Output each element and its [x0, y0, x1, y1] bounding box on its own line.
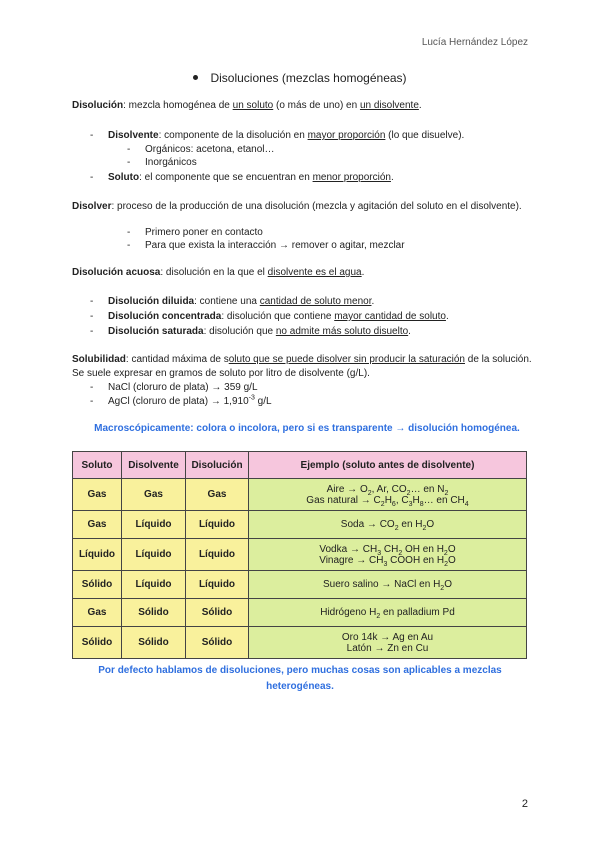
text: : componente de la disolución en	[158, 130, 308, 141]
cell: Líquido	[186, 571, 249, 599]
text: NaCl (cloruro de plata) → 359 g/L	[108, 382, 258, 393]
example-line: Vinagre → $CH_3$ COOH en $H_2O$	[319, 554, 456, 568]
list-item-step2: - Para que exista la interacción → remover o agitar, mezclar	[127, 240, 405, 251]
list-item-nacl: - NaCl (cloruro de plata) → 359 g/L	[90, 382, 258, 393]
def-soluto: - Soluto: el componente que se encuentran en menor proporción.	[90, 172, 394, 183]
list-item-inorganicos: - Inorgánicos	[127, 157, 197, 168]
text: : el componente que se encuentran en	[139, 172, 313, 183]
term: Disolvente	[108, 130, 159, 141]
table-row	[73, 479, 527, 511]
example-cell	[249, 627, 527, 659]
solutions-table	[72, 451, 527, 659]
list-item-organicos: - Orgánicos: acetona, etanol…	[127, 144, 275, 155]
text: : proceso de la producción de una disolución (mezcla y agitación del soluto en el disolvente).	[111, 201, 522, 212]
example-cell: Hidrógeno $H_2$ en palladium Pd	[249, 599, 527, 627]
cell: Gas	[122, 479, 186, 511]
cell: Gas	[73, 479, 122, 511]
text: : disolución que	[203, 326, 276, 337]
def-saturada: - Disolución saturada: disolución que no admite más soluto disuelto.	[90, 326, 411, 337]
bullet-icon	[193, 75, 198, 80]
example-cell: Suero salino → NaCl en $H_2O$	[249, 571, 527, 599]
cell: Sólido	[73, 571, 122, 599]
term: Disolución	[72, 100, 124, 111]
cell: Líquido	[186, 511, 249, 539]
example-line: Oro 14k → Ag en Au	[341, 631, 434, 643]
text: .	[408, 326, 411, 337]
term: Disolver	[72, 201, 112, 212]
table-row	[73, 599, 527, 627]
term: Soluto	[108, 172, 140, 183]
page-number: 2	[521, 798, 528, 810]
underlined: un soluto	[232, 100, 274, 111]
def-disolvente: - Disolvente: componente de la disolución en mayor proporción (lo que disuelve).	[90, 130, 465, 141]
underlined: oluto que se puede disolver sin producir la saturación	[228, 354, 465, 365]
title-text: Disoluciones (mezclas homogéneas)	[210, 71, 407, 85]
def-acuosa	[72, 266, 532, 280]
header-disolvente: Disolvente	[122, 452, 186, 479]
header-soluto: Soluto	[73, 452, 122, 479]
table-row	[73, 627, 527, 659]
term: Disolución concentrada	[108, 311, 222, 322]
macro-note: Macroscópicamente: colora o incolora, pero si es transparente → disolución homogénea.	[94, 423, 520, 434]
header-disolucion: Disolución	[186, 452, 249, 479]
text: .	[361, 267, 365, 278]
text: : contiene una	[194, 296, 260, 307]
text: : disolución en la que el	[160, 267, 268, 278]
example-cell: Soda → $CO_2$ en $H_2O$	[249, 511, 527, 539]
cell: Líquido	[122, 511, 186, 539]
text: : disolución que contiene	[221, 311, 335, 322]
text: de la solución. Se suele expresar en gramos de soluto por litro de disolvente (g/L).	[72, 354, 532, 379]
text: : mezcla homogénea de	[123, 100, 233, 111]
header-ejemplo: Ejemplo (soluto antes de disolvente)	[249, 452, 527, 479]
cell: Sólido	[122, 599, 186, 627]
cell: Líquido	[122, 539, 186, 571]
table-row	[73, 511, 527, 539]
cell: Sólido	[73, 627, 122, 659]
def-disolver	[72, 200, 532, 214]
table-header-row	[73, 452, 527, 479]
def-diluida: - Disolución diluida: contiene una cantidad de soluto menor.	[90, 296, 375, 307]
def-solubilidad	[72, 353, 532, 381]
cell: Sólido	[186, 599, 249, 627]
cell: Sólido	[122, 627, 186, 659]
underlined: mayor proporción	[307, 130, 386, 141]
table-row	[73, 539, 527, 571]
text: g/L	[254, 396, 272, 407]
text: Inorgánicos	[145, 157, 197, 168]
underlined: no admite más soluto disuelto	[275, 326, 409, 337]
example-cell	[249, 479, 527, 511]
text: AgCl (cloruro de plata) → 1,910	[108, 396, 249, 407]
superscript: -3	[248, 394, 255, 402]
text: .	[445, 311, 449, 322]
text: (lo que disuelve).	[385, 130, 465, 141]
text: .	[390, 172, 394, 183]
text: .	[371, 296, 375, 307]
footer-note: Por defecto hablamos de disoluciones, pero muchas cosas son aplicables a mezclas heterogéneas.	[98, 665, 502, 692]
def-concentrada: - Disolución concentrada: disolución que contiene mayor cantidad de soluto.	[90, 311, 449, 322]
table-row	[73, 571, 527, 599]
example-cell	[249, 539, 527, 571]
cell: Sólido	[186, 627, 249, 659]
cell: Líquido	[73, 539, 122, 571]
cell: Líquido	[186, 539, 249, 571]
term: Solubilidad	[72, 354, 126, 365]
term: Disolución diluida	[108, 296, 195, 307]
example-line: Gas natural → $C_2H_6$, $C_3H_8\dots$ en $CH_4$	[306, 494, 469, 508]
cell: Gas	[73, 599, 122, 627]
text: Primero poner en contacto	[145, 227, 263, 238]
text: .	[418, 100, 422, 111]
cell: Gas	[73, 511, 122, 539]
text: Orgánicos: acetona, etanol…	[145, 144, 275, 155]
page-title	[0, 71, 600, 85]
underlined: disolvente es el agua	[267, 267, 362, 278]
underlined: un disolvente	[359, 100, 419, 111]
text: Para que exista la interacción → remover o agitar, mezclar	[145, 240, 405, 251]
underlined: cantidad de soluto menor	[259, 296, 372, 307]
list-item-agcl: - AgCl (cloruro de plata) → $1,910^{-3}$ g/L	[90, 394, 272, 407]
text: : cantidad máxima de s	[125, 354, 229, 365]
example-line: Vodka → $CH_3$ $CH_2$ OH en $H_2O$	[319, 543, 456, 557]
cell: Gas	[186, 479, 249, 511]
example-line: Latón → Zn en Cu	[346, 642, 429, 654]
list-item-step1: - Primero poner en contacto	[127, 227, 263, 238]
text: (o más de uno) en	[273, 100, 360, 111]
author-name: Lucía Hernández López	[421, 37, 528, 48]
cell: Líquido	[122, 571, 186, 599]
def-disolucion	[72, 99, 532, 113]
underlined: menor proporción	[312, 172, 391, 183]
example-line: Aire → $O_2$, Ar, $CO_2\dots$ en $N_2$	[326, 483, 449, 497]
term: Disolución saturada	[108, 326, 204, 337]
underlined: mayor cantidad de soluto	[334, 311, 446, 322]
term: Disolución acuosa	[72, 267, 161, 278]
